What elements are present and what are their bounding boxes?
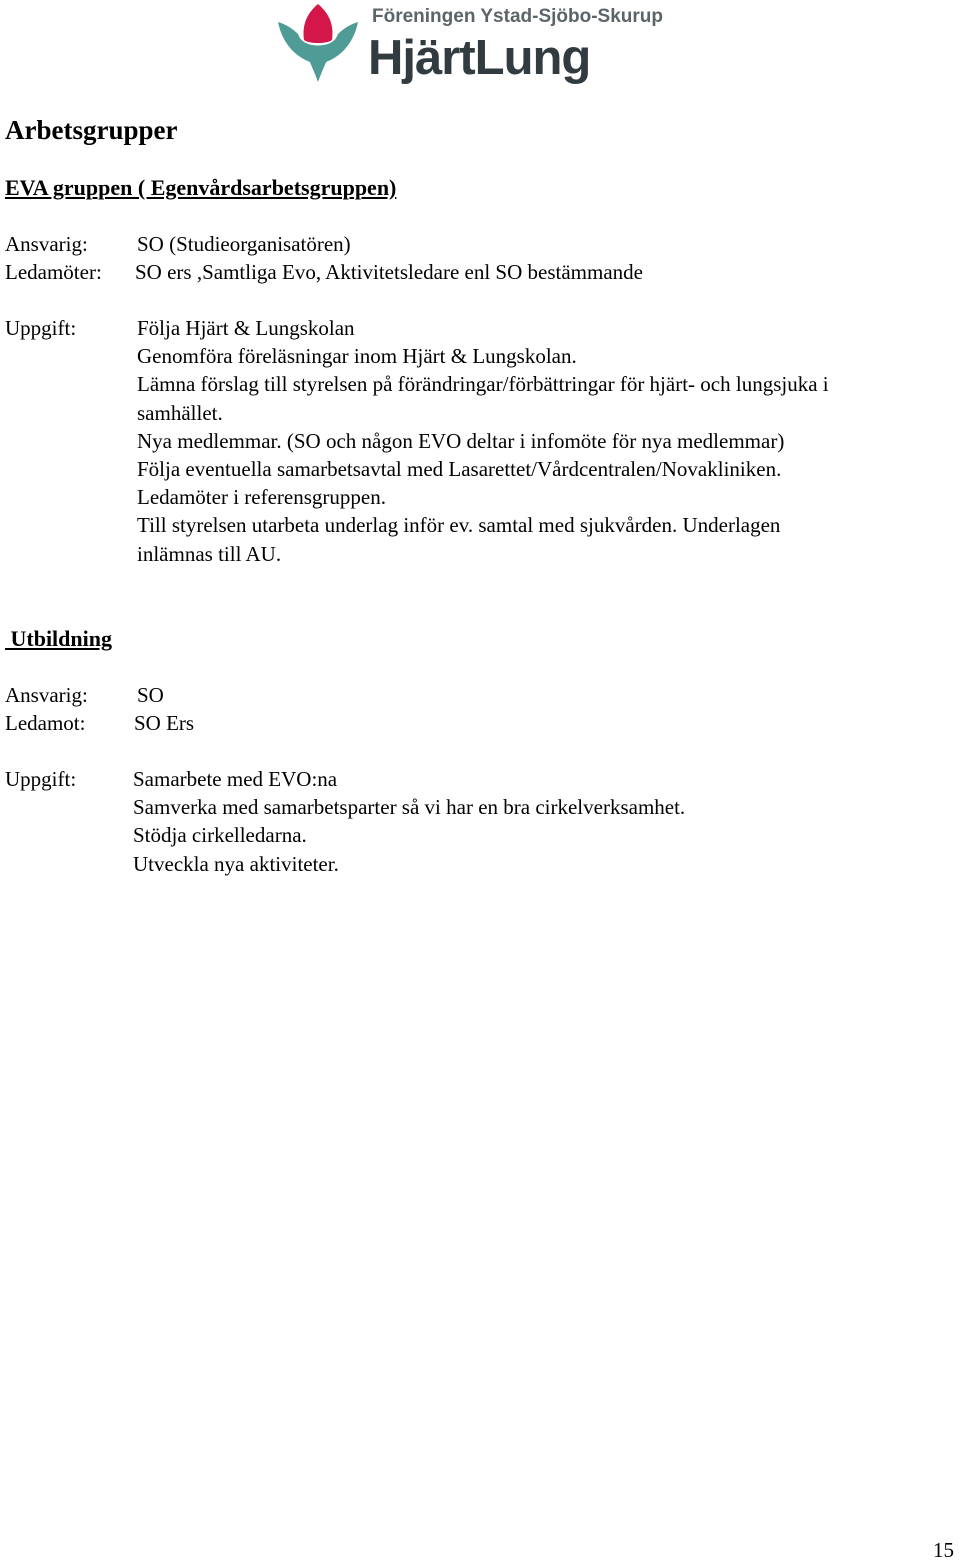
utbildning-heading: Utbildning <box>5 626 112 651</box>
eva-uppgift-label: Uppgift: <box>5 316 77 340</box>
list-item: Utveckla nya aktiviteter. <box>133 851 339 876</box>
list-item: inlämnas till AU. <box>137 541 282 566</box>
eva-ansvarig-value: SO (Studieorganisatören) <box>137 232 351 256</box>
list-item: Till styrelsen utarbeta underlag inför ev. samtal med sjukvården. Underlagen <box>137 513 781 538</box>
list-item: Ledamöter i referensgruppen. <box>137 485 386 510</box>
eva-task-list <box>137 314 829 568</box>
list-item: Genomföra föreläsningar inom Hjärt & Lungskolan. <box>137 344 577 369</box>
logo <box>276 2 676 88</box>
tulip-logo-icon <box>276 2 360 86</box>
list-item: samhället. <box>137 400 223 425</box>
logo-organization-text: Föreningen Ystad-Sjöbo-Skurup <box>372 6 663 27</box>
list-item: Lämna förslag till styrelsen på förändringar/förbättringar för hjärt- och lungsjuka i <box>137 372 829 397</box>
utbildning-ansvarig-value: SO <box>137 683 164 707</box>
logo-name-text: HjärtLung <box>368 31 591 85</box>
list-item: Samarbete med EVO:na <box>133 767 338 791</box>
utbildning-task-list <box>133 765 685 878</box>
utbildning-ledamot-value: SO Ers <box>134 711 195 735</box>
list-item: Nya medlemmar. (SO och någon EVO deltar i infomöte för nya medlemmar) <box>137 428 785 453</box>
eva-ledamoter-value: SO ers ,Samtliga Evo, Aktivitetsledare enl SO bestämmande <box>135 260 643 284</box>
utbildning-uppgift-label: Uppgift: <box>5 767 77 791</box>
eva-heading: EVA gruppen ( Egenvårdsarbetsgruppen) <box>5 175 397 200</box>
list-item: Följa eventuella samarbetsavtal med Lasarettet/Vårdcentralen/Novakliniken. <box>137 457 782 482</box>
eva-ledamoter-label: Ledamöter: <box>5 260 102 284</box>
list-item: Följa Hjärt & Lungskolan <box>137 316 355 340</box>
list-item: Samverka med samarbetsparter så vi har en bra cirkelverksamhet. <box>133 795 686 820</box>
list-item: Stödja cirkelledarna. <box>133 823 307 848</box>
page-number: 15 <box>933 1538 954 1562</box>
eva-ansvarig-label: Ansvarig: <box>5 232 88 256</box>
utbildning-ansvarig-label: Ansvarig: <box>5 683 88 707</box>
utbildning-ledamot-label: Ledamot: <box>5 711 86 735</box>
page-title: Arbetsgrupper <box>5 115 178 145</box>
